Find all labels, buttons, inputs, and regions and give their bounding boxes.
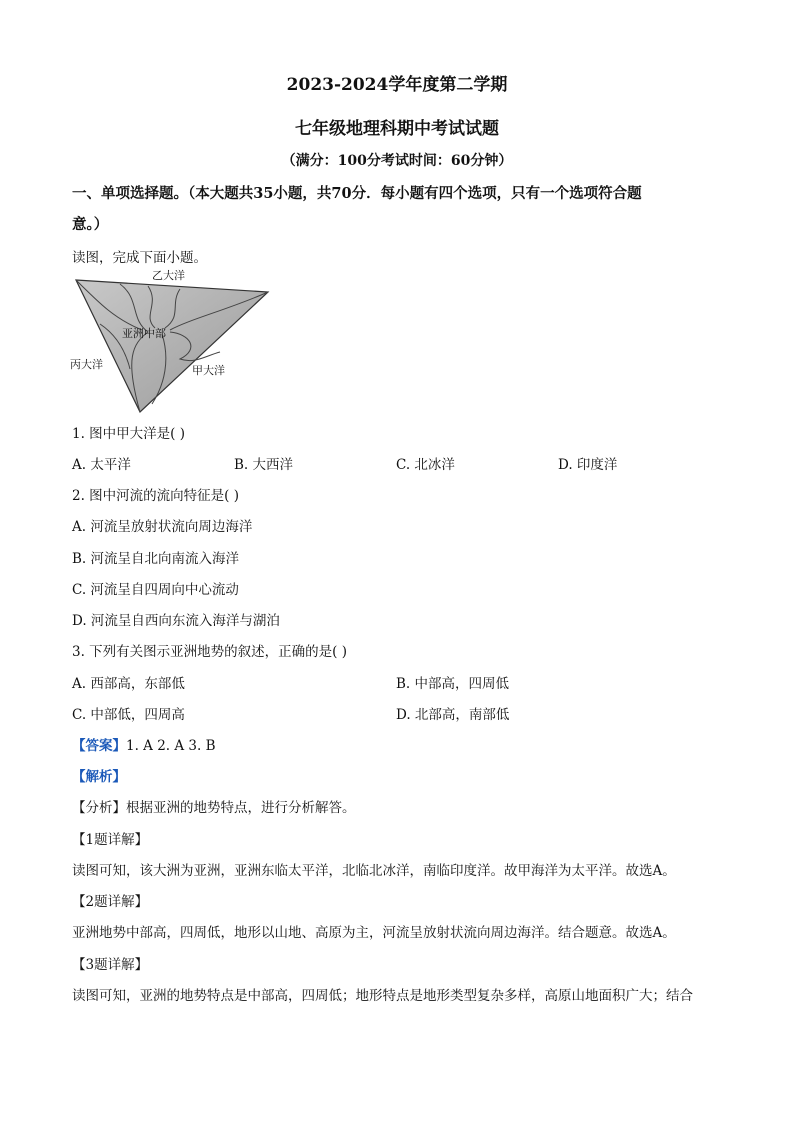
section-heading-line2: 意。） <box>72 216 109 233</box>
question-3-stem: 3. 下列有关图示亚洲地势的叙述，正确的是( ) <box>72 644 347 660</box>
detail-2-text: 亚洲地势中部高，四周低，地形以山地、高原为主，河流呈放射状流向周边海洋。结合题意。故选A。 <box>72 925 676 941</box>
label-central-asia: 亚洲中部 <box>122 327 166 340</box>
exam-title-year: 2023-2024学年度第二学期 <box>286 75 508 95</box>
q1-option-a[interactable]: A. 太平洋 <box>72 457 131 473</box>
q1-option-d[interactable]: D. 印度洋 <box>558 457 618 473</box>
section-heading-line1: 一、单项选择题。（本大题共35小题，共70分．每小题有四个选项，只有一个选项符合题 <box>72 185 642 202</box>
detail-1-text: 读图可知，该大洲为亚洲，亚洲东临太平洋，北临北冰洋，南临印度洋。故甲海洋为太平洋。故选A。 <box>72 863 676 879</box>
analysis-label: 【解析】 <box>72 769 126 785</box>
answer-label: 【答案】 <box>72 738 126 754</box>
detail-1-label: 【1题详解】 <box>72 832 149 848</box>
exam-subtitle: （满分：100分考试时间：60分钟） <box>281 153 513 169</box>
detail-3-text: 读图可知，亚洲的地势特点是中部高，四周低；地形特点是地形类型复杂多样，高原山地面积广大；结合 <box>72 988 693 1004</box>
q1-option-c[interactable]: C. 北冰洋 <box>396 457 455 473</box>
q2-option-a[interactable]: A. 河流呈放射状流向周边海洋 <box>72 519 253 535</box>
q2-option-b[interactable]: B. 河流呈自北向南流入海洋 <box>72 551 240 567</box>
fenxi-label: 【分析】 <box>72 800 126 816</box>
question-1-stem: 1. 图中甲大洋是( ) <box>72 426 185 442</box>
detail-3-label: 【3题详解】 <box>72 957 149 973</box>
fenxi-line <box>72 796 356 816</box>
exam-title-subject: 七年级地理科期中考试试题 <box>295 119 499 139</box>
asia-triangle-map <box>70 264 276 416</box>
label-bing-ocean: 丙大洋 <box>70 358 103 371</box>
answer-text: 1. A 2. A 3. B <box>126 738 216 754</box>
q3-option-b[interactable]: B. 中部高，四周低 <box>396 676 510 692</box>
detail-2-label: 【2题详解】 <box>72 894 149 910</box>
answer-line <box>72 734 216 754</box>
q3-option-c[interactable]: C. 中部低，四周高 <box>72 707 185 723</box>
q2-option-d[interactable]: D. 河流呈自西向东流入海洋与湖泊 <box>72 613 280 629</box>
map-outline <box>76 280 268 412</box>
fenxi-text: 根据亚洲的地势特点，进行分析解答。 <box>126 800 356 816</box>
q3-option-d[interactable]: D. 北部高，南部低 <box>396 707 510 723</box>
label-jia-ocean: 甲大洋 <box>192 364 225 377</box>
q3-option-a[interactable]: A. 西部高，东部低 <box>72 676 185 692</box>
intro-text: 读图，完成下面小题。 <box>72 250 207 266</box>
label-yi-ocean: 乙大洋 <box>152 269 185 282</box>
q1-option-b[interactable]: B. 大西洋 <box>234 457 294 473</box>
q2-option-c[interactable]: C. 河流呈自四周向中心流动 <box>72 582 239 598</box>
question-2-stem: 2. 图中河流的流向特征是( ) <box>72 488 239 504</box>
